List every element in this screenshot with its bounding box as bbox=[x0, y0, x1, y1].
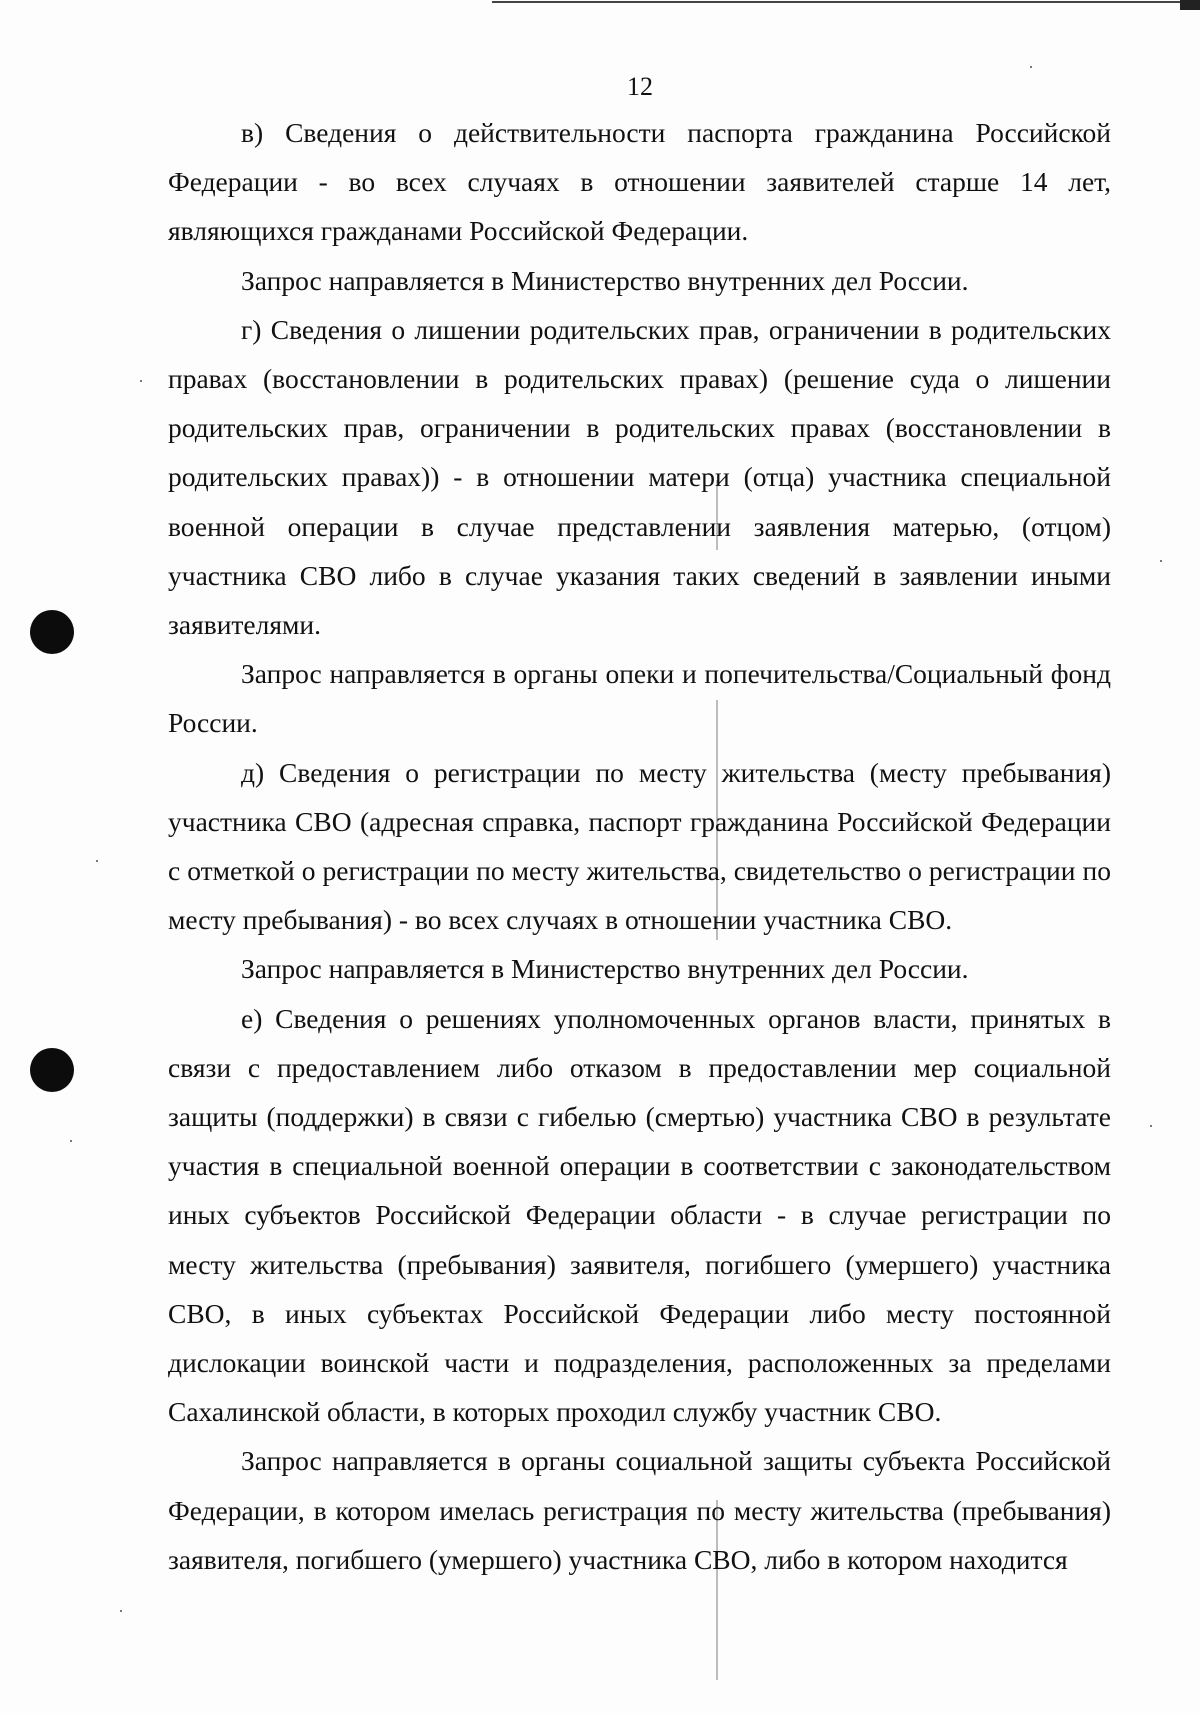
scan-edge-line bbox=[492, 1, 1200, 3]
request-note: Запрос направляется в органы опеки и попечительства/Социальный фонд России. bbox=[168, 658, 1111, 739]
paragraph-item-g: г) Сведения о лишении родительских прав, ограничении в родительских правах (восстановлении в родительских правах) (решение суда о лишении родительских прав, ограничении в родительских правах (восстановлении в родительских правах)) - в отношении матери (отца) участника специальной военной операции в случае представлении заявления матерью, (отцом) участника СВО либо в случае указания таких сведений в заявлении иными заявителями. bbox=[168, 313, 1111, 641]
scan-speck bbox=[96, 860, 98, 862]
scan-speck bbox=[140, 380, 142, 382]
scan-corner-mark bbox=[1180, 0, 1200, 10]
paragraph-item-d: д) Сведения о регистрации по месту жительства (месту пребывания) участника СВО (адресная справка, паспорт гражданина Российской Федерации с отметкой о регистрации по месту жительства, свидетельство о регистрации по месту пребывания) - во всех случаях в отношении участника СВО. bbox=[168, 756, 1111, 936]
request-note: Запрос направляется в Министерство внутренних дел России. bbox=[241, 264, 969, 296]
scan-speck bbox=[70, 1140, 72, 1142]
paragraph-item-e: е) Сведения о решениях уполномоченных органов власти, принятых в связи с предоставлением либо отказом в предоставлении мер социальной защиты (поддержки) в связи с гибелью (смертью) участника СВО в результате участия в специальной военной операции в соответствии с законодательством иных субъектов Российской Федерации области - в случае регистрации по месту жительства (пребывания) заявителя, погибшего (умершего) участника СВО, в иных субъектах Российской Федерации либо месту постоянной дислокации воинской части и подразделения, расположенных за пределами Сахалинской области, в которых проходил службу участник СВО. bbox=[168, 1002, 1111, 1428]
scan-speck bbox=[1030, 66, 1032, 68]
scan-speck bbox=[1150, 1125, 1152, 1127]
scan-speck bbox=[1160, 560, 1162, 562]
paragraph-item-v: в) Сведения о действительности паспорта гражданина Российской Федерации - во всех случаях в отношении заявителей старше 14 лет, являющихся гражданами Российской Федерации. bbox=[168, 117, 1111, 247]
scan-speck bbox=[120, 1610, 122, 1612]
punch-hole-mark bbox=[30, 1048, 74, 1092]
page-number: 12 bbox=[627, 72, 653, 101]
request-note: Запрос направляется в органы социальной защиты субъекта Российской Федерации, в котором имелась регистрация по месту жительства (пребывания) заявителя, погибшего (умершего) участника СВО, либо в котором находится bbox=[168, 1445, 1111, 1575]
punch-hole-mark bbox=[30, 610, 74, 654]
request-note: Запрос направляется в Министерство внутренних дел России. bbox=[241, 953, 969, 985]
document-body bbox=[168, 108, 1111, 1584]
